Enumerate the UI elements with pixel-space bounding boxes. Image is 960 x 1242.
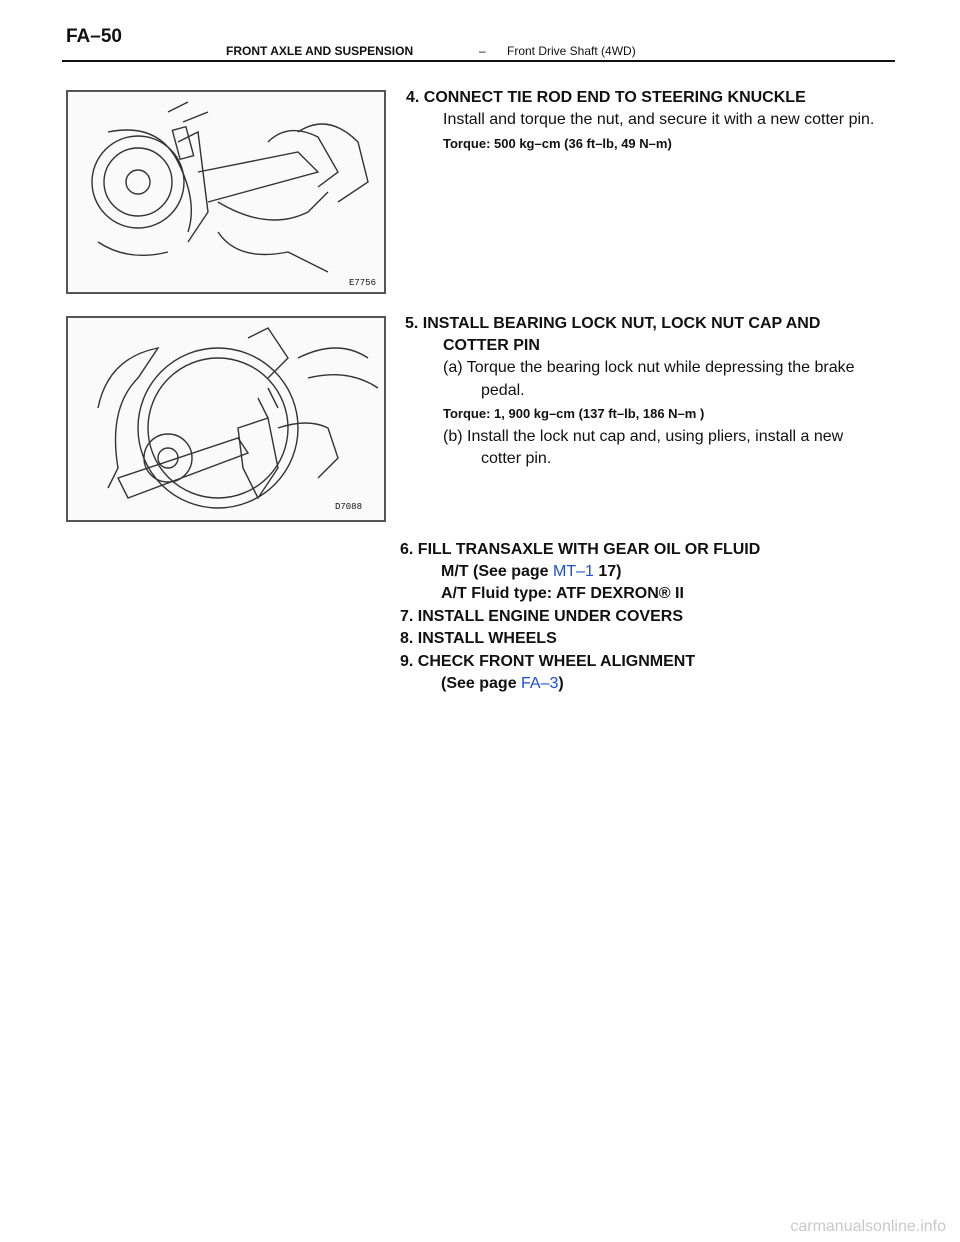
header-subsection-title: Front Drive Shaft (4WD) (507, 44, 636, 58)
step-9-title: 9. CHECK FRONT WHEEL ALIGNMENT (400, 653, 696, 670)
watermark: carmanualsonline.info (790, 1218, 946, 1235)
figure-code: E7756 (348, 278, 376, 288)
step-9-suffix: ) (558, 675, 564, 692)
step-5a-text-cont: pedal. (481, 382, 525, 399)
step-8-title: 8. INSTALL WHEELS (400, 630, 557, 647)
step-7-title: 7. INSTALL ENGINE UNDER COVERS (400, 608, 683, 625)
header-separator: – (479, 44, 486, 58)
fa-page-link[interactable]: FA–3 (521, 675, 559, 692)
tie-rod-illustration (68, 92, 384, 292)
step-6-title: 6. FILL TRANSAXLE WITH GEAR OIL OR FLUID (400, 541, 761, 558)
figure-bearing-lock-nut (66, 316, 386, 522)
header-section-title: FRONT AXLE AND SUSPENSION (226, 44, 414, 58)
header-rule (62, 60, 895, 62)
step-9-prefix: (See page (441, 675, 522, 692)
step-4-text: Install and torque the nut, and secure it with a new cotter pin. (443, 111, 875, 128)
step-6-mt-suffix: 17) (593, 563, 622, 580)
step-5-title: 5. INSTALL BEARING LOCK NUT, LOCK NUT CAP AND (405, 315, 821, 332)
step-6-mt-prefix: M/T (See page (441, 563, 554, 580)
page-number: FA–50 (66, 26, 122, 47)
figure-code: D7088 (334, 502, 362, 512)
figure-tie-rod-install (66, 90, 386, 294)
step-4-torque: Torque: 500 kg–cm (36 ft–lb, 49 N–m) (443, 136, 672, 151)
step-4-title: 4. CONNECT TIE ROD END TO STEERING KNUCKLE (406, 89, 806, 106)
mt-page-link[interactable]: MT–1 (553, 563, 594, 580)
step-5b-text-cont: cotter pin. (481, 450, 552, 467)
step-6-at-fluid: A/T Fluid type: ATF DEXRON® II (441, 585, 684, 602)
step-5-title-cont: COTTER PIN (443, 337, 540, 354)
step-9-ref (441, 675, 564, 693)
step-5-torque: Torque: 1, 900 kg–cm (137 ft–lb, 186 N–m ) (443, 406, 705, 421)
step-5b-text: (b) Install the lock nut cap and, using pliers, install a new (443, 428, 844, 445)
bearing-lock-nut-illustration (68, 318, 384, 520)
step-6-mt-ref (441, 563, 622, 581)
step-5a-text: (a) Torque the bearing lock nut while depressing the brake (443, 359, 855, 376)
